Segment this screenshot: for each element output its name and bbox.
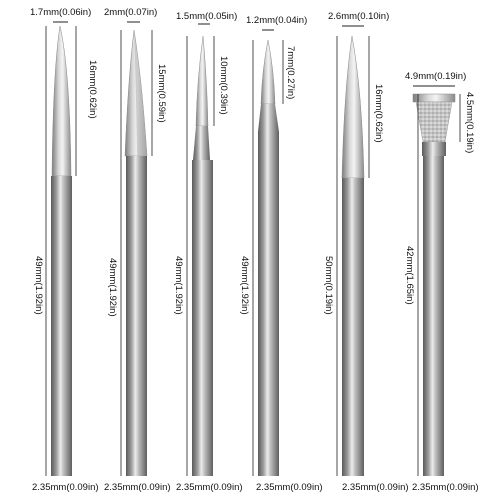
tool-1-head	[52, 26, 71, 176]
tool-6-head	[413, 94, 455, 156]
tool-3-tip-width: 1.5mm(0.05in)	[176, 11, 238, 22]
tool-6-head-length: 4.5mm(0.19in)	[464, 92, 475, 154]
tool-5-head	[342, 36, 364, 178]
tool-5	[337, 26, 369, 476]
tool-3-head	[193, 36, 210, 160]
tool-4	[253, 30, 283, 476]
tool-3-total-length: 49mm(1.92in)	[173, 256, 184, 315]
tool-4-head	[258, 40, 279, 132]
tool-1-total-length: 49mm(1.92in)	[33, 256, 44, 315]
tool-3-shank-diameter: 2.35mm(0.09in)	[176, 482, 243, 493]
tool-2	[121, 22, 152, 476]
tool-2-shank	[126, 156, 147, 476]
tool-3	[187, 24, 214, 476]
tool-5-total-length: 50mm(0.19in)	[323, 256, 334, 315]
tool-3-shank	[192, 160, 213, 476]
tool-3-head-length: 10mm(0.39in)	[218, 56, 229, 115]
tool-6-tip-width: 4.9mm(0.19in)	[405, 71, 467, 82]
tool-6-shank-diameter: 2.35mm(0.09in)	[412, 482, 479, 493]
tool-5-head-length: 16mm(0.62in)	[373, 84, 384, 143]
tool-2-head-length: 15mm(0.59in)	[156, 64, 167, 123]
tool-5-tip-width: 2.6mm(0.10in)	[328, 11, 390, 22]
tool-1-tip-width: 1.7mm(0.06in)	[30, 7, 92, 18]
tool-4-shank-diameter: 2.35mm(0.09in)	[256, 482, 323, 493]
tool-2-total-length: 49mm(1.92in)	[107, 258, 118, 317]
tool-6-total-length: 42mm(1.65in)	[404, 246, 415, 305]
tool-2-head	[125, 30, 147, 156]
tool-4-total-length: 49mm(1.92in)	[239, 256, 250, 315]
tool-4-tip-width: 1.2mm(0.04in)	[246, 15, 308, 26]
tool-2-tip-width: 2mm(0.07in)	[104, 7, 158, 18]
tool-5-shank-diameter: 2.35mm(0.09in)	[342, 482, 409, 493]
tool-2-shank-diameter: 2.35mm(0.09in)	[104, 482, 171, 493]
tool-6	[413, 86, 460, 476]
tool-1-head-length: 16mm(0.62in)	[87, 60, 98, 119]
tool-4-shank	[258, 132, 279, 476]
tool-4-head-length: 7mm(0.27in)	[285, 46, 296, 100]
tool-1-shank-diameter: 2.35mm(0.09in)	[32, 482, 99, 493]
tool-5-shank	[342, 178, 364, 476]
tool-6-shank	[423, 156, 444, 476]
tool-1-shank	[51, 176, 72, 476]
tool-1	[46, 22, 76, 476]
